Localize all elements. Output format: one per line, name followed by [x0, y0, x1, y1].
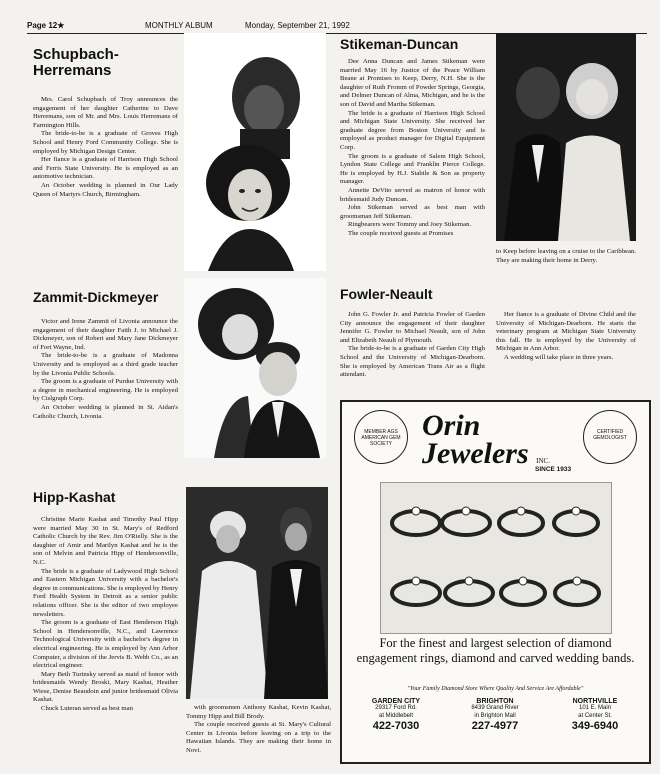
paragraph: An October wedding is planned in St. Aidan's Catholic Church, Livonia. — [33, 403, 178, 420]
paragraph: Her fiance is a graduate of Harrison High School and Ferris State University. He is employed as an automotive technician. — [33, 156, 178, 181]
hipp-headline: Hipp-Kashat — [33, 489, 116, 505]
paragraph: Her fiance is a graduate of Divine Child and the University of Michigan-Dearborn. He starts the veterinary program at Michigan State University this fall. He is employed by the University of Michigan in Ann Arbor. — [496, 311, 636, 353]
paragraph: An October wedding is planned in Our Lady Queen of Martyrs Church, Birmingham. — [33, 181, 178, 198]
paragraph: A wedding will take place in three years. — [504, 353, 614, 361]
paragraph: The bride-to-be is a graduate of Groves High School and Henry Ford Community College. She is employed by Michigan Design Center. — [33, 130, 178, 155]
store-address-detail: at Center St. — [578, 712, 612, 719]
paragraph: The bride-to-be is a graduate of Garden City High School and the University of Michigan-Dearborn. She is employed by American Trans Air as a flight attendant. — [340, 345, 485, 379]
store-address: 101 E. Main — [578, 705, 612, 712]
store-address: 8439 Grand River — [471, 705, 519, 712]
store-phone: 422-7030 — [372, 720, 420, 733]
ad-tagline: For the finest and largest selection of diamond engagement rings, diamond and carved wedding bands. — [356, 636, 635, 665]
zammit-body — [33, 318, 178, 421]
paragraph: Annette DeVito served as matron of honor with bridesmaid Judy Duncan. — [340, 186, 485, 203]
paragraph: The bride is a graduate of Ladywood High School and Eastern Michigan University with a bachelor's degree in communications. She is employed by Henry Ford Health System in Detroit as a senior public relations officer. She is the editor of two employee newsletters. — [33, 567, 178, 618]
store-brighton — [447, 698, 543, 731]
page-number: Page 12★ — [27, 21, 65, 30]
paragraph: The couple received guests at Promises — [348, 229, 454, 237]
paragraph: Dee Anna Duncan and James Stikeman were married May 16 by Justice of the Peace William Beane at Promises to Keep, Derry, N.H. She is the daughter of Ruth Fromm of Powder Springs, Georgia, and Delmer Duncan of Alma, Michigan, and he is the son of David and Martha Stikeman. — [340, 58, 485, 108]
since-label: SINCE 1933 — [535, 466, 572, 473]
stikeman-headline: Stikeman-Duncan — [340, 36, 459, 52]
paragraph: The bride is a graduate of Harrison High School and Michigan State University. She received her graduate degree from Boston University and is employed as product manager for Digital Equipment Corp. — [340, 109, 485, 151]
fowler-headline: Fowler-Neault — [340, 286, 433, 302]
brand-suffix: INC. — [536, 457, 550, 465]
zammit-photo — [184, 278, 326, 458]
hipp-continued — [186, 704, 331, 756]
paragraph: with groomsmen Anthony Kashat, Kevin Kashat, Tommy Hipp and Bill Brody. — [186, 704, 331, 720]
paragraph: Ringbearers were Tommy and Joey Stikeman. — [348, 221, 472, 229]
zammit-headline: Zammit-Dickmeyer — [33, 289, 159, 305]
store-phone: 227-4977 — [471, 720, 519, 733]
store-garden-city — [348, 698, 444, 731]
paragraph: John G. Fowler Jr. and Patricia Fowler of Garden City announce the engagement of their daughter Jennifer G. Fowler to Michael Neault, son of John and Elizabeth Neault of Plymouth. — [340, 311, 485, 344]
store-name: NORTHVILLE — [572, 698, 618, 705]
store-address-detail: in Brighton Mall — [474, 712, 516, 719]
store-address: 29317 Ford Rd. — [375, 705, 417, 712]
stikeman-continued: to Keep before leaving on a cruise to the Caribbean. They are making their home in Derry. — [496, 248, 636, 264]
store-address-detail: at Middlebelt — [378, 712, 414, 719]
paragraph: Mrs. Carol Schupbach of Troy announces the engagement of her daughter Catherine to Dave Herremans, son of Mr. and Mrs. Louis Herremans of Farmington Hills. — [33, 96, 178, 129]
ad-slogan: "Your Family Diamond Store Where Quality And Service Are Affordable" — [407, 686, 584, 692]
store-phone: 349-6940 — [571, 720, 619, 733]
fowler-body-col1 — [340, 311, 485, 380]
schupbach-headline: Schupbach-Herremans — [33, 46, 119, 79]
fowler-body-col2 — [496, 311, 636, 363]
jeweler-advertisement — [340, 400, 651, 764]
hipp-photo — [186, 487, 328, 699]
schupbach-photo — [184, 33, 326, 271]
paragraph: Mary Beth Turinsky served as maid of honor with bridesmaids Wendy Broski, Mary Kashat, Heather Wiese, Denise Beaudoin and junior bridesmaid Olivia Kashat. — [33, 670, 178, 704]
paragraph: The groom is a graduate of Salem High School, Lyndon State College and Franklin Pierce College. He is employed by H.J. Stabile & Son as property manager. — [340, 152, 485, 186]
schupbach-body — [33, 96, 178, 199]
ags-badge-text: MEMBER AGS AMERICAN GEM SOCIETY — [361, 429, 401, 447]
ags-badge — [354, 410, 408, 464]
publication-name: MONTHLY ALBUM — [145, 21, 213, 30]
paragraph: Christine Marie Kashat and Timothy Paul Hipp were married May 30 in St. Mary's of Redford Catholic Church by the Rev. Jim O'Rielly. She is the daughter of Amir and Marilyn Kashat and he is the son of Melvin and Patricia Hipp of Hendersonville, N.C. — [33, 516, 178, 566]
rings-photo — [380, 482, 612, 634]
paragraph: Chuck Luteran served as best man — [41, 705, 133, 713]
gemologist-badge — [583, 410, 637, 464]
paragraph: Victor and Irene Zammit of Livonia announce the engagement of their daughter Faith J. to Michael J. Dickmeyer, son of Robert and Mary Jane Dickmeyer of Fort Wayne, Ind. — [33, 318, 178, 351]
store-name: GARDEN CITY — [371, 698, 421, 705]
paragraph: John Stikeman served as best man with groomsman Jeff Stikeman. — [340, 204, 485, 220]
store-northville — [547, 698, 643, 731]
gemologist-badge-text: CERTIFIED GEMOLOGIST — [593, 429, 627, 441]
stikeman-photo — [496, 33, 636, 241]
store-name: BRIGHTON — [476, 698, 514, 705]
issue-date: Monday, September 21, 1992 — [245, 21, 350, 30]
brand-name: Orin Jewelers — [422, 409, 529, 470]
stikeman-body — [340, 58, 485, 238]
hipp-body — [33, 516, 178, 714]
paragraph: The groom is a graduate of East Henderson High School in Hendersonville, N.C., and Lawrence Technological University with a bachelor's degree in electrical engineering. He is employed by Ann Arbor Computer, a division of the Jervis B. Webb Co., as an electrical engineer. — [33, 619, 178, 670]
paragraph: The couple received guests at St. Mary's Cultural Center in Livonia before leaving on a trip to the Hawaiian Islands. They are making their home in Novi. — [186, 721, 331, 754]
paragraph: The bride-to-be is a graduate of Madonna University and is employed as a third grade teacher by the Livonia Public Schools. — [33, 352, 178, 377]
paragraph: The groom is a graduate of Purdue University with a degree in mechanical engineering. He is employed by Cislgraph Corp. — [33, 378, 178, 403]
